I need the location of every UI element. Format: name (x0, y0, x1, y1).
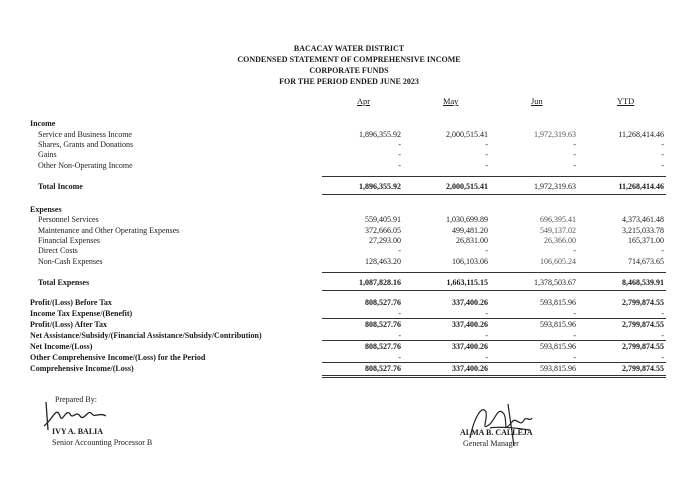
row-label: Profit/(Loss) After Tax (30, 320, 108, 329)
value-jun: 26,366.00 (544, 236, 576, 245)
value-may: - (485, 353, 488, 362)
value-may: 337,400.26 (452, 364, 488, 373)
value-may: 1,663,115.15 (446, 278, 488, 287)
value-ytd: 2,799,874.55 (622, 320, 664, 329)
value-jun: - (573, 161, 576, 170)
row-label: Service and Business Income (38, 130, 132, 139)
expenses-heading: Expenses (30, 205, 62, 214)
row-label: Net Income/(Loss) (30, 342, 93, 351)
row-label: Net Assistance/Subsidy/(Financial Assistance/Subsidy/Contribution) (30, 331, 262, 340)
value-apr: 1,896,355.92 (359, 130, 401, 139)
value-jun: 593,815.96 (540, 320, 576, 329)
total-income-label: Total Income (38, 182, 83, 191)
row-label: Gains (38, 150, 57, 159)
value-apr: - (398, 309, 401, 318)
value-may: 2,000,515.41 (446, 130, 488, 139)
value-may: 337,400.26 (452, 320, 488, 329)
statement-title: CONDENSED STATEMENT OF COMPREHENSIVE INCOME (237, 55, 461, 64)
value-may: - (485, 246, 488, 255)
value-apr: 1,087,828.16 (359, 278, 401, 287)
value-apr: - (398, 331, 401, 340)
value-apr: - (398, 161, 401, 170)
value-ytd: 165,371.00 (628, 236, 664, 245)
company-name: BACACAY WATER DISTRICT (293, 44, 405, 53)
income-heading: Income (30, 119, 56, 128)
value-apr: 808,527.76 (365, 342, 401, 351)
value-ytd: 3,215,033.78 (622, 226, 664, 235)
preparer-name: IVY A. BALIA (52, 427, 104, 436)
value-may: - (485, 150, 488, 159)
value-ytd: 714,673.65 (628, 257, 664, 266)
divider (322, 318, 666, 319)
divider (322, 290, 666, 291)
column-header-apr: Apr (357, 97, 371, 106)
value-apr: - (398, 150, 401, 159)
row-label: Shares, Grants and Donations (38, 140, 134, 149)
value-ytd: 2,799,874.55 (622, 364, 664, 373)
divider (322, 176, 666, 177)
value-apr: 128,463.20 (365, 257, 401, 266)
value-apr: 372,666.05 (365, 226, 401, 235)
value-may: 26,831.00 (456, 236, 488, 245)
value-jun: - (573, 150, 576, 159)
value-apr: 559,405.91 (365, 215, 401, 224)
value-ytd: - (661, 331, 664, 340)
value-apr: - (398, 140, 401, 149)
value-jun: - (573, 331, 576, 340)
value-ytd: - (661, 309, 664, 318)
value-apr: 808,527.76 (365, 320, 401, 329)
value-may: - (485, 140, 488, 149)
value-ytd: 2,799,874.55 (622, 298, 664, 307)
row-label: Profit/(Loss) Before Tax (30, 298, 112, 307)
row-label: Non-Cash Expenses (38, 257, 103, 266)
row-label: Direct Costs (38, 246, 78, 255)
divider (322, 272, 666, 273)
row-label: Personnel Services (38, 215, 99, 224)
value-may: - (485, 331, 488, 340)
period-label: FOR THE PERIOD ENDED JUNE 2023 (279, 77, 419, 86)
value-may: 499,481.20 (452, 226, 488, 235)
value-ytd: 4,373,461.48 (622, 215, 664, 224)
value-may: - (485, 309, 488, 318)
value-may: 337,400.26 (452, 342, 488, 351)
approver-title: General Manager (463, 439, 519, 448)
value-jun: 593,815.96 (540, 342, 576, 351)
value-jun: 1,972,319.63 (534, 130, 576, 139)
value-may: - (485, 161, 488, 170)
row-label: Financial Expenses (38, 236, 100, 245)
divider (322, 194, 666, 195)
row-label: Other Non-Operating Income (38, 161, 133, 170)
column-header-ytd: YTD (617, 97, 635, 106)
value-may: 1,030,699.89 (446, 215, 488, 224)
value-jun: - (573, 246, 576, 255)
value-apr: 27,293.00 (369, 236, 401, 245)
total-expenses-label: Total Expenses (38, 278, 90, 287)
value-ytd: - (661, 140, 664, 149)
row-label: Comprehensive Income/(Loss) (30, 364, 134, 373)
value-apr: 1,896,355.92 (359, 182, 401, 191)
divider (322, 340, 666, 341)
value-apr: - (398, 246, 401, 255)
value-apr: 808,527.76 (365, 364, 401, 373)
value-jun: 106,605.24 (540, 257, 576, 266)
row-label: Maintenance and Other Operating Expenses (38, 226, 180, 235)
value-jun: 1,378,503.67 (534, 278, 576, 287)
fund-name: CORPORATE FUNDS (309, 66, 389, 75)
value-jun: 696,395.41 (540, 215, 576, 224)
value-may: 2,000,515.41 (446, 182, 488, 191)
value-ytd: 11,268,414.46 (618, 130, 664, 139)
prepared-by-label: Prepared By: (55, 395, 97, 404)
value-jun: - (573, 309, 576, 318)
double-underline (322, 377, 666, 378)
divider (322, 362, 666, 363)
value-ytd: 8,468,539.91 (622, 278, 664, 287)
value-jun: 549,137.02 (540, 226, 576, 235)
value-jun: 1,972,319.63 (534, 182, 576, 191)
value-ytd: 11,268,414.46 (618, 182, 664, 191)
approver-name: ALMA B. CALLEJA (460, 428, 533, 437)
row-label: Income Tax Expense/(Benefit) (30, 309, 133, 318)
preparer-title: Senior Accounting Processor B (52, 438, 153, 447)
value-ytd: - (661, 246, 664, 255)
value-jun: - (573, 353, 576, 362)
value-may: 337,400.26 (452, 298, 488, 307)
value-ytd: - (661, 150, 664, 159)
column-header-jun: Jun (531, 97, 543, 106)
value-jun: - (573, 140, 576, 149)
value-apr: 808,527.76 (365, 298, 401, 307)
value-ytd: - (661, 161, 664, 170)
value-jun: 593,815.96 (540, 364, 576, 373)
value-ytd: 2,799,874.55 (622, 342, 664, 351)
row-label: Other Comprehensive Income/(Loss) for the Period (30, 353, 206, 362)
divider (322, 375, 666, 376)
value-may: 106,103.06 (452, 257, 488, 266)
value-ytd: - (661, 353, 664, 362)
value-apr: - (398, 353, 401, 362)
value-jun: 593,815.96 (540, 298, 576, 307)
column-header-may: May (443, 97, 459, 106)
